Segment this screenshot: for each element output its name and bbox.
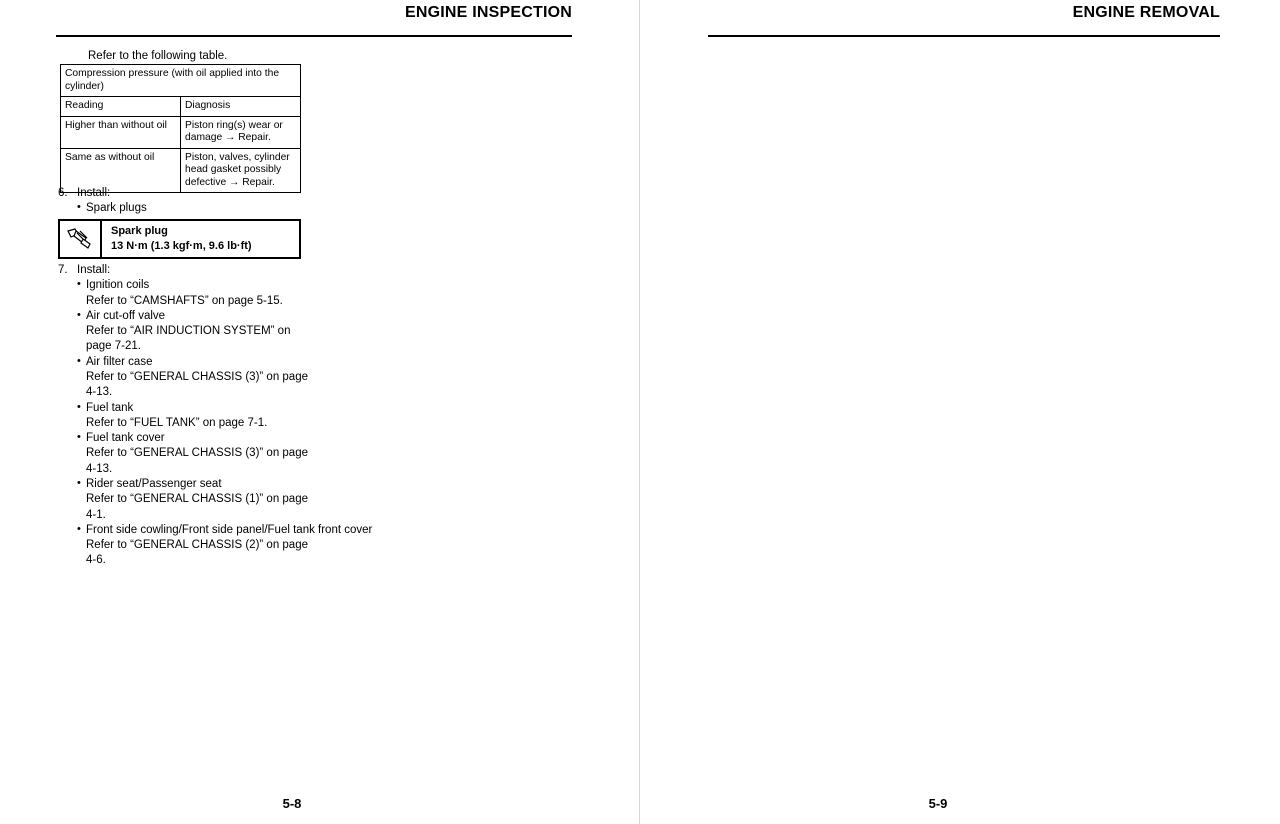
list-item — [77, 309, 372, 355]
spec-cell-diagnosis-1: Piston ring(s) wear or damage → Repair. — [181, 116, 301, 148]
torque-spec-text — [102, 221, 299, 257]
table-row — [61, 116, 301, 148]
page-gutter — [639, 0, 640, 824]
spec-header-diagnosis: Diagnosis — [181, 97, 301, 117]
item-ref: Refer to “GENERAL CHASSIS (3)” on page — [86, 447, 308, 460]
spec-table-title: Compression pressure (with oil applied into the cylinder) — [61, 65, 301, 97]
item-name: • Ignition coils — [86, 279, 150, 292]
item-ref: 4-6. — [86, 554, 106, 567]
item-name: • Fuel tank — [86, 401, 134, 414]
spec-cell-reading-1: Higher than without oil — [61, 116, 181, 148]
item-ref: 4-13. — [86, 386, 113, 399]
right-page-number: 5-9 — [928, 796, 948, 811]
item-name: • Fuel tank cover — [86, 432, 165, 445]
torque-spec-name: Spark plug — [111, 225, 168, 238]
list-item — [77, 278, 372, 309]
step-6-number: 6. — [58, 187, 68, 199]
right-page — [640, 0, 1280, 824]
torque-spec-value: 13 N·m (1.3 kgf·m, 9.6 lb·ft) — [111, 240, 252, 252]
item-ref: 4-13. — [86, 462, 113, 475]
item-name: • Air filter case — [86, 355, 153, 368]
step-7-label: Install: — [77, 264, 111, 276]
item-name: • Air cut-off valve — [86, 309, 166, 322]
item-ref: Refer to “GENERAL CHASSIS (2)” on page — [86, 539, 308, 552]
item-ref: Refer to “GENERAL CHASSIS (3)” on page — [86, 370, 308, 383]
left-page-number: 5-8 — [282, 796, 302, 811]
item-name: • Front side cowling/Front side panel/Fuel tank front cover — [86, 523, 373, 536]
step-6-items — [77, 201, 147, 216]
spec-cell-reading-2: Same as without oil — [61, 148, 181, 193]
step-7 — [58, 263, 372, 569]
left-page-header: ENGINE INSPECTION — [405, 4, 572, 21]
compression-pressure-table — [60, 64, 301, 193]
step-6-label: Install: — [77, 187, 111, 199]
item-ref: Refer to “CAMSHAFTS” on page 5-15. — [86, 294, 283, 307]
item-ref: Refer to “AIR INDUCTION SYSTEM” on — [86, 325, 291, 338]
list-item — [77, 401, 372, 432]
step-7-number: 7. — [58, 264, 68, 276]
lead-text: Refer to the following table. — [88, 50, 228, 62]
step-6 — [58, 186, 147, 217]
left-header-rule — [56, 35, 572, 37]
table-row — [61, 97, 301, 117]
list-item — [77, 477, 372, 523]
spec-cell-diagnosis-2: Piston, valves, cylinder head gasket possibly defective → Repair. — [181, 148, 301, 193]
list-item — [77, 355, 372, 401]
spec-header-reading: Reading — [61, 97, 181, 117]
spark-plug-icon — [60, 221, 102, 257]
list-item — [77, 431, 372, 477]
table-row — [61, 65, 301, 97]
item-ref: page 7-21. — [86, 340, 141, 353]
item-ref: Refer to “FUEL TANK” on page 7-1. — [86, 416, 268, 429]
item-name: • Rider seat/Passenger seat — [86, 477, 222, 490]
item-ref: Refer to “GENERAL CHASSIS (1)” on page — [86, 493, 308, 506]
step-7-items — [77, 278, 372, 568]
right-header-rule — [708, 35, 1220, 37]
right-page-header: ENGINE REMOVAL — [1072, 4, 1220, 21]
list-item — [77, 523, 372, 569]
spark-plug-torque-box — [58, 219, 301, 259]
item-ref: 4-1. — [86, 508, 106, 521]
list-item: • Spark plugs — [77, 201, 147, 216]
